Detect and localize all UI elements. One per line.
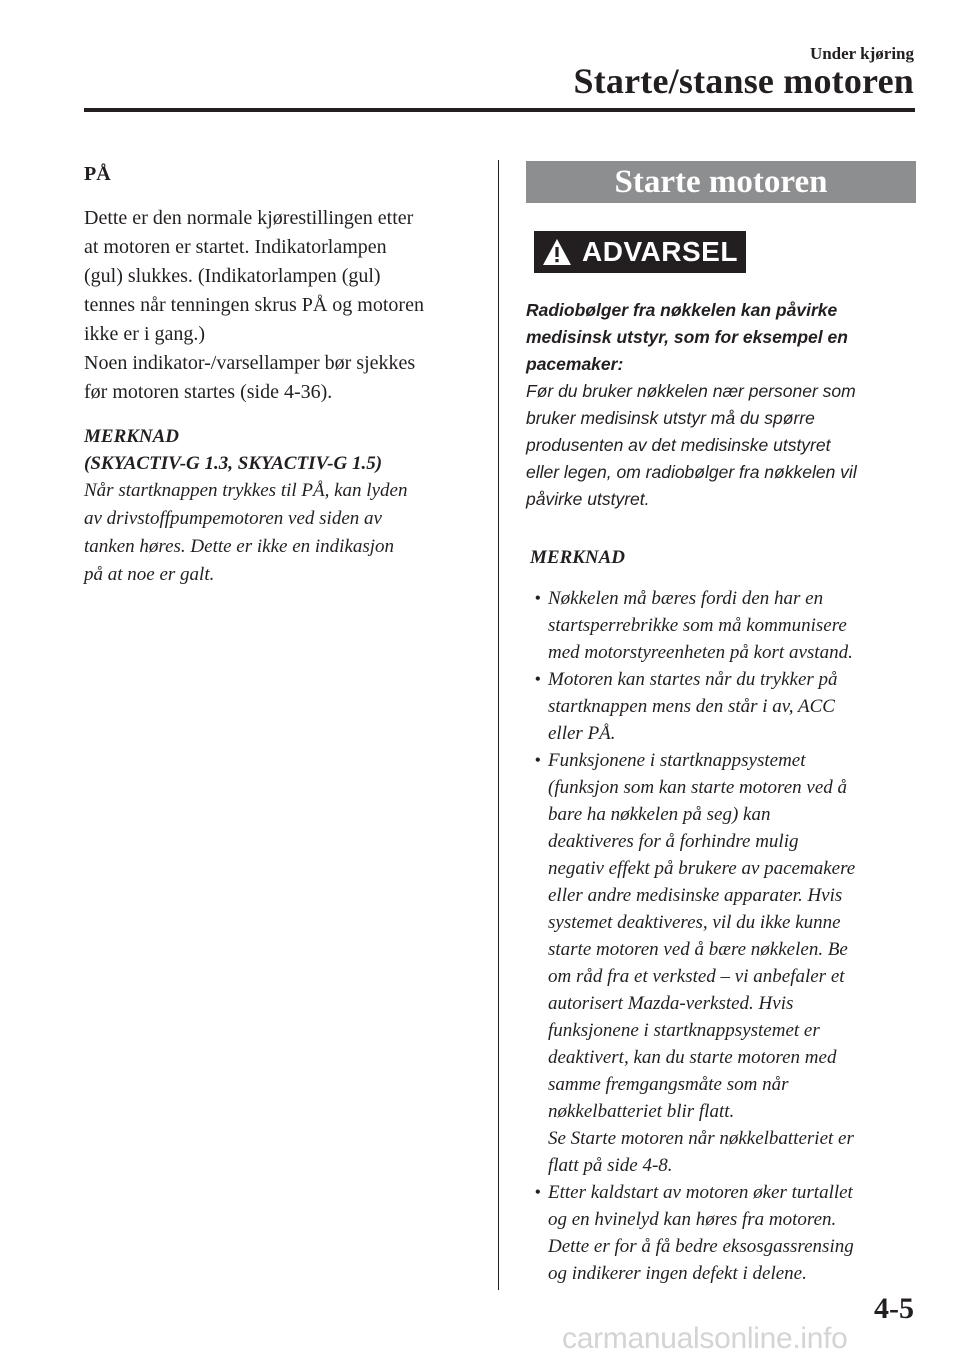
- bullet-line: startsperrebrikke som må kommunisere: [548, 615, 847, 636]
- note-heading: MERKNAD: [530, 547, 626, 568]
- bullet-line: eller PÅ.: [548, 723, 616, 744]
- bullet-line: Dette er for å få bedre eksosgassrensing: [548, 1236, 854, 1257]
- body-line: før motoren startes (side 4-36).: [84, 381, 333, 403]
- header-rule: [84, 108, 915, 112]
- note-bullet-list: [526, 585, 918, 1287]
- bullet-dot-icon: •: [535, 1184, 541, 1201]
- bullet-item: [526, 1179, 918, 1287]
- note-line: tanken høres. Dette er ikke en indikasjon: [84, 536, 395, 557]
- note-line: på at noe er galt.: [84, 564, 215, 585]
- bullet-line: negativ effekt på brukere av pacemakere: [548, 858, 856, 879]
- bullet-item: [526, 585, 918, 666]
- bullet-line: og en hvinelyd kan høres fra motoren.: [548, 1209, 837, 1230]
- bullet-line: deaktivert, kan du starte motoren med: [548, 1047, 837, 1068]
- bullet-line: bare ha nøkkelen på seg) kan: [548, 804, 771, 825]
- left-heading: PÅ: [84, 163, 111, 185]
- note-line: av drivstoffpumpemotoren ved siden av: [84, 508, 382, 529]
- bullet-line: med motorstyreenheten på kort avstand.: [548, 642, 853, 663]
- bullet-line: Motoren kan startes når du trykker på: [548, 669, 838, 690]
- bullet-line: flatt på side 4-8.: [548, 1155, 673, 1176]
- warning-text: [526, 297, 918, 513]
- bullet-line: nøkkelbatteriet blir flatt.: [548, 1101, 735, 1122]
- warning-line: Før du bruker nøkkelen nær personer som: [526, 381, 856, 401]
- left-column: [84, 158, 476, 589]
- header-section: Under kjøring: [809, 44, 914, 63]
- note-heading-label: MERKNAD: [84, 426, 180, 447]
- bullet-line: og indikerer ingen defekt i delene.: [548, 1263, 807, 1284]
- right-column: [526, 161, 918, 1287]
- bullet-dot-icon: •: [535, 752, 541, 769]
- bullet-line: Etter kaldstart av motoren øker turtallet: [548, 1182, 853, 1203]
- bullet-item: [526, 747, 918, 1179]
- body-line: Noen indikator-/varsellamper bør sjekkes: [84, 352, 416, 374]
- note-body: [84, 477, 476, 589]
- body-line: tennes når tenningen skrus PÅ og motoren: [84, 294, 424, 316]
- warning-label: ADVARSEL: [582, 236, 738, 267]
- warning-triangle-icon: [542, 238, 572, 266]
- bullet-line: Se Starte motoren når nøkkelbatteriet er: [548, 1128, 854, 1149]
- section-title-bar: Starte motoren: [526, 161, 916, 203]
- warning-line: påvirke utstyret.: [526, 489, 650, 509]
- bullet-line: startknappen mens den står i av, ACC: [548, 696, 835, 717]
- warning-bold-line: Radiobølger fra nøkkelen kan påvirke: [526, 300, 838, 320]
- bullet-line: funksjonene i startknappsystemet er: [548, 1020, 820, 1041]
- bullet-line: Nøkkelen må bæres fordi den har en: [548, 588, 824, 609]
- warning-line: produsenten av det medisinske utstyret: [526, 435, 831, 455]
- bullet-item: [526, 666, 918, 747]
- bullet-dot-icon: •: [535, 671, 541, 688]
- body-line: (gul) slukkes. (Indikatorlampen (gul): [84, 265, 381, 287]
- column-divider: [498, 160, 499, 1290]
- body-line: Dette er den normale kjørestillingen etter: [84, 207, 414, 229]
- warning-line: eller legen, om radiobølger fra nøkkelen vil: [526, 462, 857, 482]
- bullet-line: eller andre medisinske apparater. Hvis: [548, 885, 843, 906]
- bullet-line: systemet deaktiveres, vil du ikke kunne: [548, 912, 841, 933]
- bullet-line: om råd fra et verksted – vi anbefaler et: [548, 966, 845, 987]
- note-subheading: (SKYACTIV-G 1.3, SKYACTIV-G 1.5): [84, 453, 383, 474]
- bullet-dot-icon: •: [535, 590, 541, 607]
- body-line: ikke er i gang.): [84, 323, 206, 345]
- bullet-line: (funksjon som kan starte motoren ved å: [548, 777, 848, 798]
- warning-line: bruker medisinsk utstyr må du spørre: [526, 408, 815, 428]
- warning-bold-line: medisinsk utstyr, som for eksempel en: [526, 327, 848, 347]
- bullet-line: autorisert Mazda-verksted. Hvis: [548, 993, 794, 1014]
- note-heading: [84, 423, 476, 477]
- warning-bold-line: pacemaker:: [526, 354, 624, 374]
- bullet-line: deaktiveres for å forhindre mulig: [548, 831, 799, 852]
- body-line: at motoren er startet. Indikatorlampen: [84, 236, 387, 258]
- bullet-line: samme fremgangsmåte som når: [548, 1074, 789, 1095]
- watermark: carmanualsonline.info: [562, 1322, 848, 1355]
- left-body: [84, 204, 476, 407]
- note-line: Når startknappen trykkes til PÅ, kan lyden: [84, 480, 408, 501]
- page-title: Starte/stanse motoren: [573, 61, 914, 101]
- page-number: 4-5: [874, 1292, 914, 1325]
- bullet-line: starte motoren ved å bære nøkkelen. Be: [548, 939, 848, 960]
- warning-badge: [534, 231, 746, 273]
- bullet-line: Funksjonene i startknappsystemet: [548, 750, 806, 771]
